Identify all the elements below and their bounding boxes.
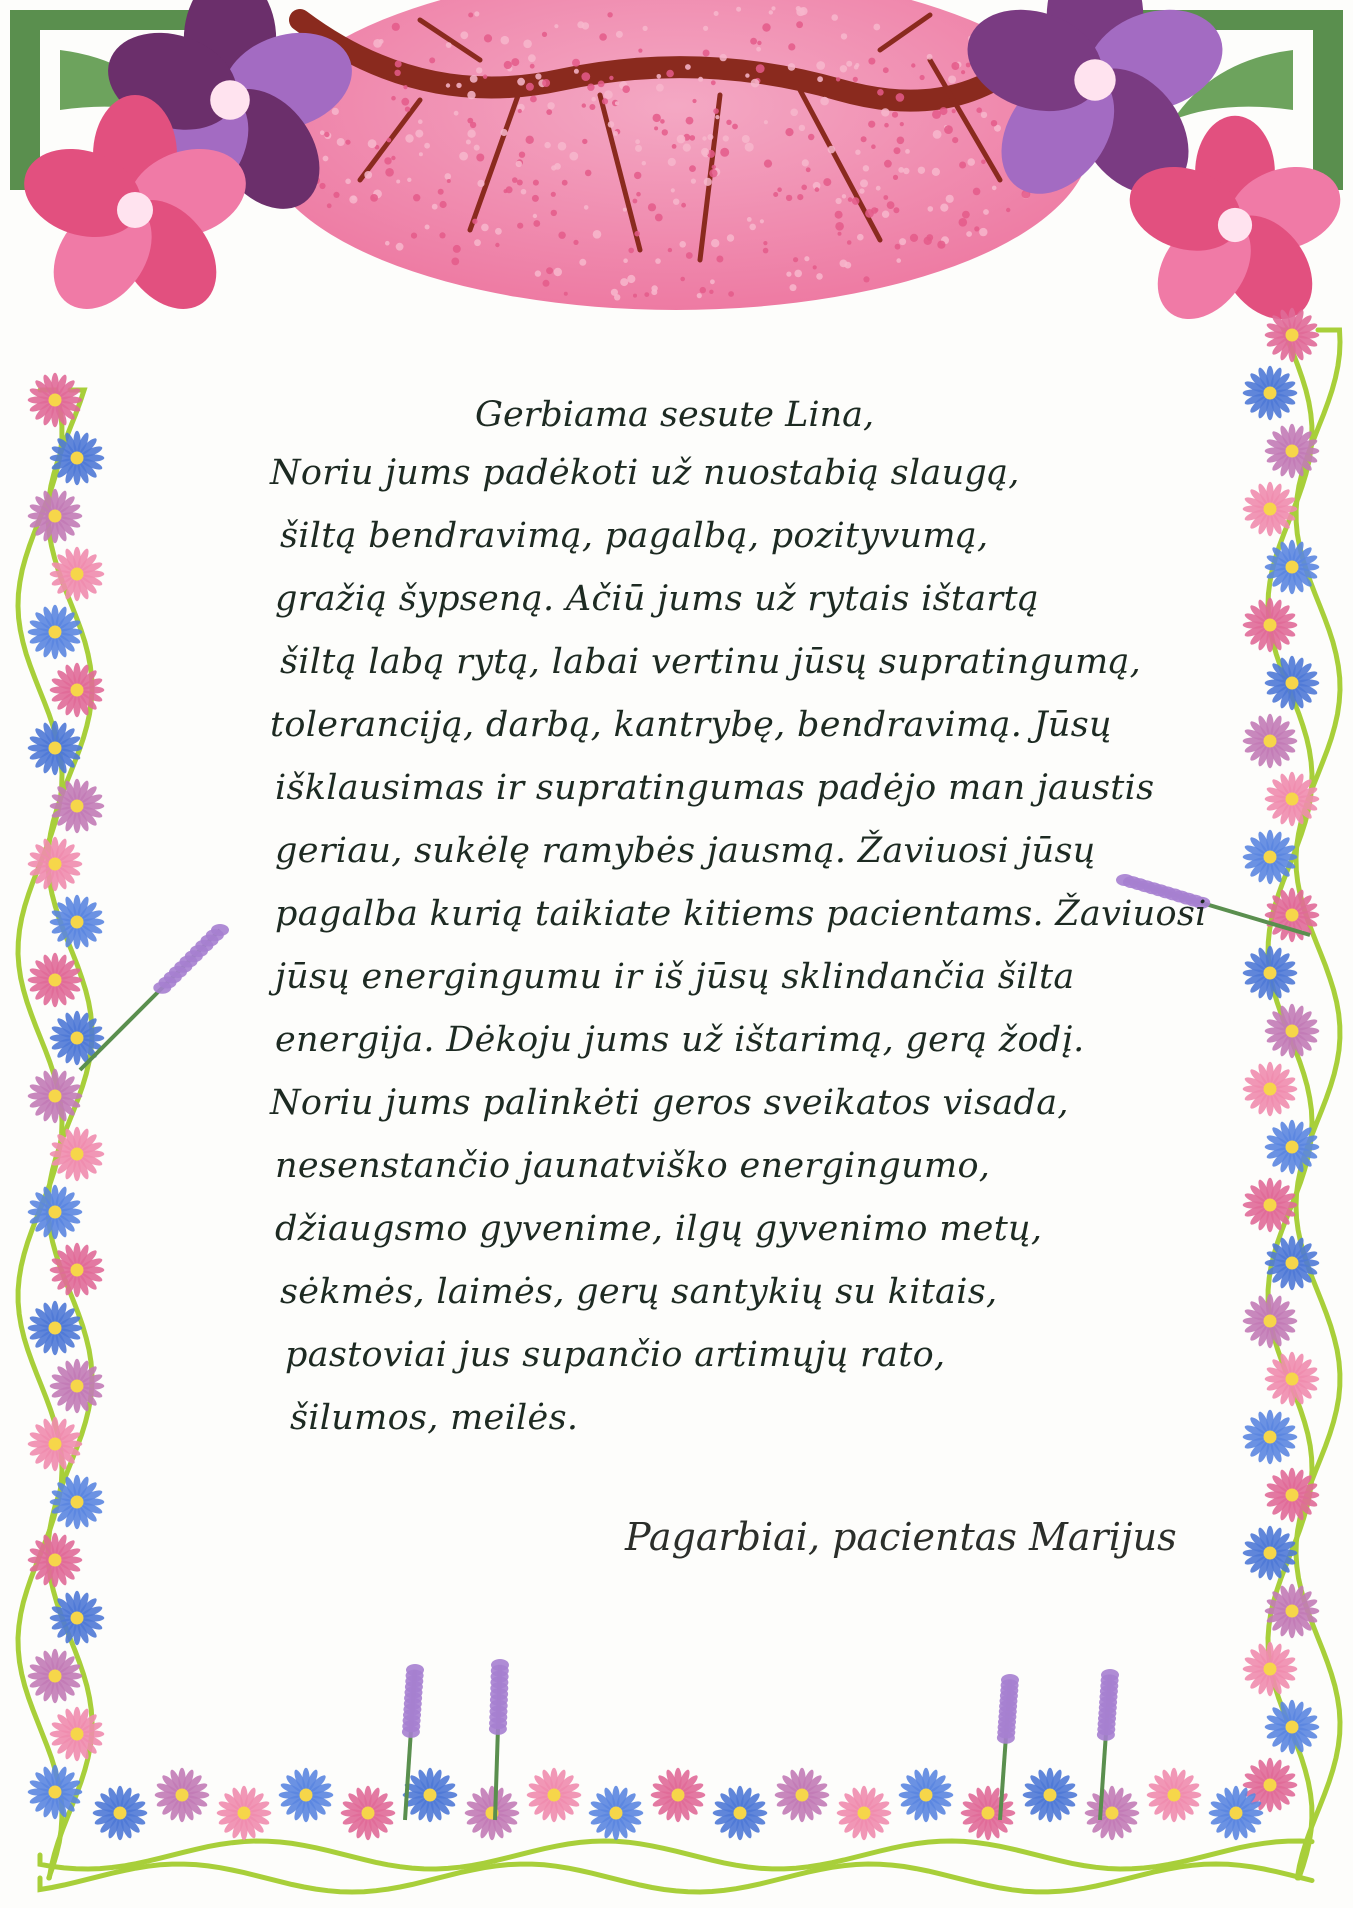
aster-flower-icon xyxy=(1265,888,1320,943)
aster-flower-icon xyxy=(651,1768,706,1823)
aster-flower-icon xyxy=(28,373,83,428)
aster-flower-icon xyxy=(1265,772,1320,827)
aster-flower-icon xyxy=(279,1768,334,1823)
aster-flower-icon xyxy=(28,1301,83,1356)
aster-flower-icon xyxy=(50,1127,105,1182)
aster-flower-icon xyxy=(28,1765,83,1820)
aster-flower-icon xyxy=(155,1768,210,1823)
letter-line: šiltą bendravimą, pagalbą, pozityvumą, xyxy=(280,516,989,556)
aster-flower-icon xyxy=(1243,1410,1298,1465)
aster-flower-icon xyxy=(1243,1294,1298,1349)
aster-flower-icon xyxy=(1243,366,1298,421)
aster-flower-icon xyxy=(1243,482,1298,537)
aster-flower-icon xyxy=(1243,598,1298,653)
aster-flower-icon xyxy=(28,837,83,892)
aster-flower-icon xyxy=(28,1649,83,1704)
aster-flower-icon xyxy=(961,1786,1016,1841)
signature: Pagarbiai, pacientas Marijus xyxy=(625,1515,1177,1559)
letter-line: energija. Dėkoju jums už ištarimą, gerą žodį. xyxy=(275,1020,1085,1060)
aster-flower-icon xyxy=(1265,1584,1320,1639)
cherry-tree-canopy xyxy=(261,0,1091,310)
letter-line: jūsų energingumu ir iš jūsų sklindančia šilta xyxy=(275,957,1075,997)
aster-flower-icon xyxy=(28,1185,83,1240)
aster-flower-icon xyxy=(93,1786,148,1841)
lavender-sprig-icon xyxy=(80,924,229,1070)
aster-flower-icon xyxy=(589,1786,644,1841)
aster-flower-icon xyxy=(50,1243,105,1298)
aster-flower-icon xyxy=(50,895,105,950)
aster-flower-icon xyxy=(217,1786,272,1841)
aster-flower-icon xyxy=(1265,540,1320,595)
aster-flower-icon xyxy=(50,1475,105,1530)
aster-flower-icon xyxy=(465,1786,520,1841)
letter-line: geriau, sukėlę ramybės jausmą. Žaviuosi jūsų xyxy=(275,831,1096,871)
aster-flower-icon xyxy=(50,1359,105,1414)
handwritten-letter xyxy=(270,395,1207,1475)
aster-flower-icon xyxy=(28,1417,83,1472)
aster-flower-icon xyxy=(1243,946,1298,1001)
aster-flower-icon xyxy=(1209,1786,1264,1841)
aster-flower-icon xyxy=(1243,1526,1298,1581)
letter-line: nesenstančio jaunatviško energingumo, xyxy=(275,1146,991,1186)
aster-flower-icon xyxy=(1265,1004,1320,1059)
aster-flower-icon xyxy=(50,779,105,834)
aster-flower-icon xyxy=(50,1591,105,1646)
aster-flower-icon xyxy=(50,663,105,718)
aster-flower-icon xyxy=(1265,1236,1320,1291)
aster-flower-icon xyxy=(1265,656,1320,711)
aster-flower-icon xyxy=(837,1786,892,1841)
aster-flower-icon xyxy=(1023,1768,1078,1823)
letter-line: šiltą labą rytą, labai vertinu jūsų supratingumą, xyxy=(280,642,1142,682)
letter-line: Noriu jums padėkoti už nuostabią slaugą, xyxy=(270,453,1020,493)
aster-flower-icon xyxy=(1265,1468,1320,1523)
aster-flower-icon xyxy=(1147,1768,1202,1823)
letter-line: Noriu jums palinkėti geros sveikatos visada, xyxy=(270,1083,1069,1123)
letter-line: toleranciją, darbą, kantrybę, bendravimą. Jūsų xyxy=(270,705,1112,745)
aster-flower-icon xyxy=(713,1786,768,1841)
aster-flower-icon xyxy=(1265,308,1320,363)
aster-flower-icon xyxy=(1243,1062,1298,1117)
aster-flower-icon xyxy=(28,953,83,1008)
salutation: Gerbiama sesute Lina, xyxy=(475,395,875,435)
letter-line: sėkmės, laimės, gerų santykių su kitais, xyxy=(280,1272,998,1312)
aster-flower-icon xyxy=(1243,714,1298,769)
aster-flower-icon xyxy=(28,721,83,776)
aster-flower-icon xyxy=(1265,1120,1320,1175)
aster-flower-icon xyxy=(899,1768,954,1823)
aster-flower-icon xyxy=(1243,1178,1298,1233)
aster-flower-icon xyxy=(28,489,83,544)
letter-line: gražią šypseną. Ačiū jums už rytais ištartą xyxy=(275,579,1039,619)
aster-flower-icon xyxy=(1265,1700,1320,1755)
letter-line: šilumos, meilės. xyxy=(290,1398,579,1438)
aster-flower-icon xyxy=(28,605,83,660)
aster-flower-icon xyxy=(1243,1642,1298,1697)
aster-flower-icon xyxy=(1265,1352,1320,1407)
aster-flower-icon xyxy=(1243,830,1298,885)
aster-flower-icon xyxy=(50,1011,105,1066)
lavender-sprig-icon xyxy=(997,1674,1019,1820)
aster-flower-icon xyxy=(50,547,105,602)
letter-line: pagalba kurią taikiate kitiems pacientams. Žaviuosi xyxy=(275,894,1207,934)
aster-flower-icon xyxy=(775,1768,830,1823)
letter-line: išklausimas ir supratingumas padėjo man jaustis xyxy=(275,768,1155,808)
aster-flower-icon xyxy=(50,1707,105,1762)
aster-flower-icon xyxy=(403,1768,458,1823)
aster-flower-icon xyxy=(1265,424,1320,479)
letter-line: džiaugsmo gyvenime, ilgų gyvenimo metų, xyxy=(275,1209,1043,1249)
aster-flower-icon xyxy=(1085,1786,1140,1841)
letter-line: pastoviai jus supančio artimųjų rato, xyxy=(285,1335,946,1375)
aster-flower-icon xyxy=(28,1533,83,1588)
aster-flower-icon xyxy=(527,1768,582,1823)
aster-flower-icon xyxy=(341,1786,396,1841)
aster-flower-icon xyxy=(50,431,105,486)
aster-flower-icon xyxy=(28,1069,83,1124)
